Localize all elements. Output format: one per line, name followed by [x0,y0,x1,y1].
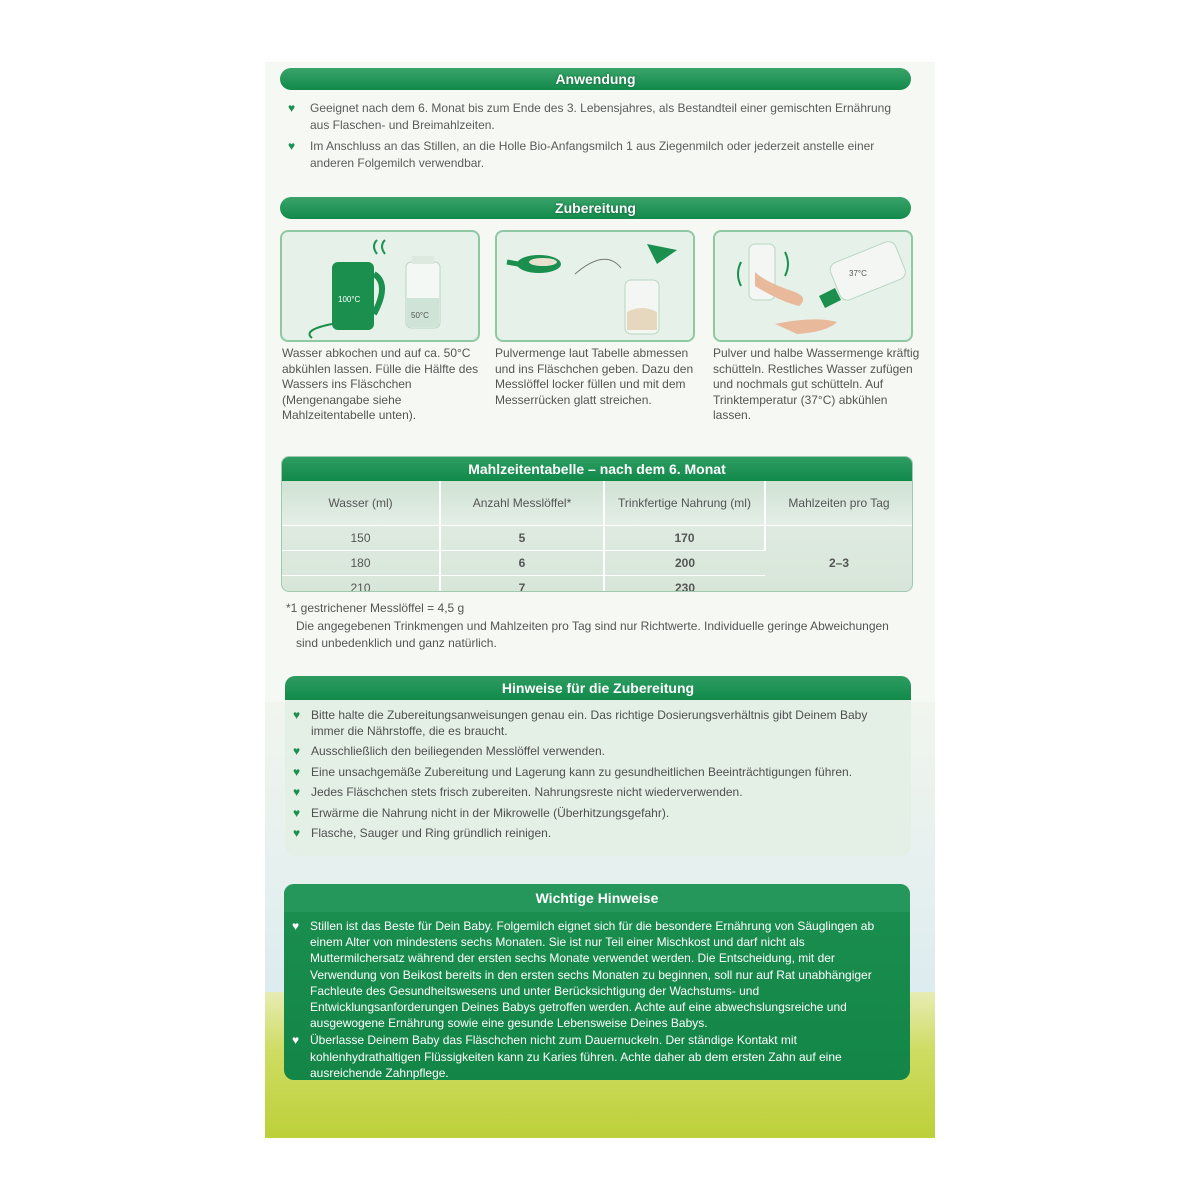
preparation-notes-box [285,676,911,856]
list-item: ♥ Jedes Fläschchen stets frisch zubereiten. Nahrungsreste nicht wiederverwenden. [293,785,743,799]
section-title-hinweise: Hinweise für die Zubereitung [285,676,911,700]
column-header: Wasser (ml) [282,481,440,526]
column-header: Anzahl Messlöffel* [440,481,604,526]
heart-bullet-icon: ♥ [288,139,296,153]
column-header: Trinkfertige Nahrung (ml) [604,481,765,526]
table-cell: 5 [440,526,604,551]
list-item: ♥ Bitte halte die Zubereitungsanweisungen genau ein. Das richtige Dosierungsverhältnis gibt Deinem Baby immer die Nährstoffe, die es braucht. [293,708,868,738]
preparation-notes-list [293,708,903,847]
important-notes-list [292,918,902,1080]
table-cell: 150 [282,526,440,551]
scoop-icon [497,232,693,340]
heart-bullet-icon: ♥ [288,101,296,115]
step-illustration-2 [495,230,695,342]
meals-per-day-cell: 2–3 [765,526,912,593]
list-item: ♥ Ausschließlich den beiliegenden Messlöffel verwenden. [293,744,605,758]
list-item: ♥ Eine unsachgemäße Zubereitung und Lagerung kann zu gesundheitlichen Beeinträchtigungen führen. [293,764,853,779]
step-text-1: Wasser abkochen und auf ca. 50°C abkühlen lassen. Fülle die Hälfte des Wassers ins Fläschchen (Mengenangabe siehe Mahlzeitentabelle unten). [282,346,479,422]
important-notes-box [284,884,910,1080]
section-title-anwendung: Anwendung [280,68,911,90]
svg-text:50°C: 50°C [411,311,429,320]
kettle-icon [282,232,478,340]
table-cell: 170 [604,526,765,551]
table-footnote: *1 gestrichener Messlöffel = 4,5 g [286,601,465,615]
heart-bullet-icon: ♥ [293,805,301,820]
table-cell: 6 [440,551,604,576]
meal-table [281,456,913,592]
heart-bullet-icon: ♥ [292,1033,300,1048]
list-item: ♥ Erwärme die Nahrung nicht in der Mikrowelle (Überhitzungsgefahr). [293,805,670,820]
svg-text:100°C: 100°C [338,295,361,304]
heart-bullet-icon: ♥ [293,826,301,840]
heart-bullet-icon: ♥ [293,785,301,799]
step-text-2: Pulvermenge laut Tabelle abmessen und ins Fläschchen geben. Dazu den Messlöffel locker füllen und mit dem Messerrücken glatt streichen. [495,346,694,407]
table-cell: 7 [440,576,604,593]
list-item: ♥ Stillen ist das Beste für Dein Baby. Folgemilch eignet sich für die besondere Ernährung von Säuglingen ab einem Alter von mindestens sechs Monaten. Sie ist nur Teil einer Mischkost und darf nicht als Muttermilchersatz während der ersten sechs Monate verwendet werden. Die Entscheidung, mit der Verwendung von Beikost bereits in den ersten sechs Monaten zu beginnen, soll nur auf Rat unabhängiger Fachleute des Gesundheitswesens und unter Berücksichtigung der Wachstums- und Entwicklungsanforderungen Deines Babys getroffen werden. Achte auf eine abwechslungsreiche und ausgewogene Ernährung sowie eine gesunde Lebensweise Deines Babys. [292,919,875,1031]
table-cell: 180 [282,551,440,576]
section-title-wichtig: Wichtige Hinweise [284,884,910,912]
table-cell: 210 [282,576,440,593]
list-item: ♥ Flasche, Sauger und Ring gründlich reinigen. [293,826,552,840]
list-item: ♥ Geeignet nach dem 6. Monat bis zum Ende des 3. Lebensjahres, als Bestandteil einer gemischten Ernährung aus Flaschen- und Breimahlzeiten. [288,101,892,132]
column-header: Mahlzeiten pro Tag [765,481,912,526]
table-cell: 200 [604,551,765,576]
heart-bullet-icon: ♥ [293,708,301,722]
step-illustration-3 [713,230,913,342]
section-title-zubereitung: Zubereitung [280,197,911,219]
meal-table-grid [282,481,912,592]
step-text-3: Pulver und halbe Wassermenge kräftig schütteln. Restliches Wasser zufügen und nochmals gut schütteln. Auf Trinktemperatur (37°C) abkühlen lassen. [713,346,920,422]
list-item: ♥ Überlasse Deinem Baby das Fläschchen nicht zum Dauernuckeln. Der ständige Kontakt mit kohlenhydrathaltigen Flüssigkeiten kann zu Karies führen. Achte daher ab dem ersten Zahn auf eine ausreichende Zahnpflege. [292,1033,842,1080]
table-cell: 230 [604,576,765,593]
heart-bullet-icon: ♥ [293,744,301,758]
shaking-hand-icon [715,232,911,340]
table-header-row [282,481,912,526]
step-illustration-1 [280,230,480,342]
table-row [282,526,912,551]
svg-text:37°C: 37°C [849,269,867,278]
heart-bullet-icon: ♥ [292,919,300,933]
anwendung-list [288,100,912,176]
table-note: Die angegebenen Trinkmengen und Mahlzeiten pro Tag sind nur Richtwerte. Individuelle geringe Abweichungen sind unbedenklich und ganz natürlich. [296,619,889,650]
heart-bullet-icon: ♥ [293,764,301,779]
list-item: ♥ Im Anschluss an das Stillen, an die Holle Bio-Anfangsmilch 1 aus Ziegenmilch oder jederzeit anstelle einer anderen Folgemilch verwendbar. [288,139,875,170]
meal-table-title: Mahlzeitentabelle – nach dem 6. Monat [282,457,912,481]
